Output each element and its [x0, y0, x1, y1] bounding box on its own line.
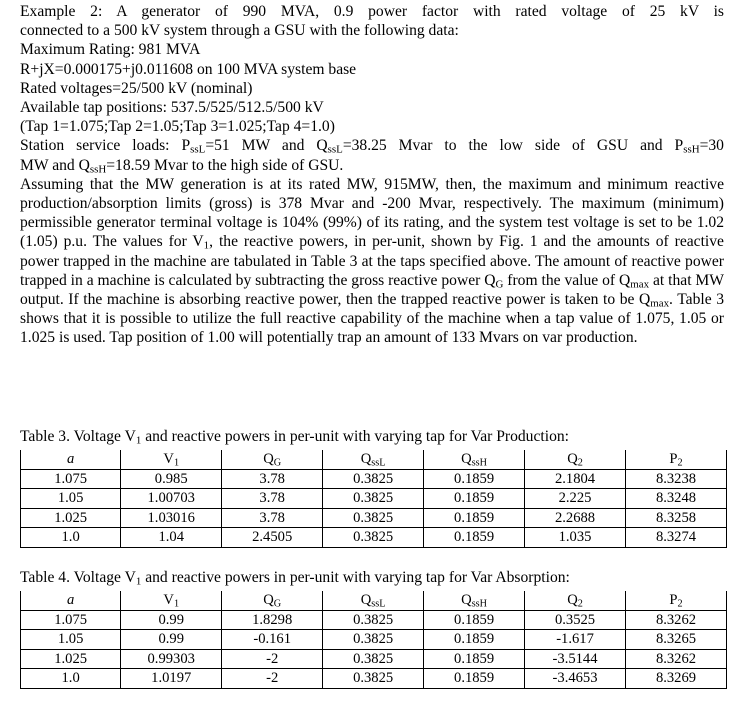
table-cell: 8.3262 [626, 610, 727, 630]
table-row [21, 649, 727, 669]
table-row [21, 610, 727, 630]
table-cell: 3.78 [222, 489, 323, 509]
column-header: a [21, 591, 121, 610]
table-row [21, 630, 727, 650]
table-cell: 1.0197 [121, 669, 222, 689]
table-cell: -2 [222, 649, 323, 669]
table-header-row [21, 591, 727, 610]
table-cell: 0.3825 [323, 669, 424, 689]
table-cell: 2.225 [525, 489, 626, 509]
column-header: $Q_2$ [525, 591, 626, 610]
example-line-1: Example 2: A generator of 990 MVA, 0.9 power factor with rated voltage of 25 kV is [20, 3, 724, 20]
table-cell: 0.99303 [121, 649, 222, 669]
example-line-4: R+jX=0.000175+j0.011608 on 100 MVA system base [20, 60, 357, 78]
table-cell: 0.1859 [424, 469, 525, 489]
table-cell: 2.4505 [222, 528, 323, 548]
column-header: $Q_G$ [222, 450, 323, 469]
column-header: $Q_{ssL}$ [323, 591, 424, 610]
table-cell: 0.1859 [424, 630, 525, 650]
table-cell: 1.075 [21, 610, 121, 630]
table-cell: 8.3274 [626, 528, 727, 548]
table-cell: 0.3825 [323, 469, 424, 489]
table-cell: 0.3825 [323, 649, 424, 669]
table-cell: -1.617 [525, 630, 626, 650]
table-row [21, 508, 727, 528]
example-line-5: Rated voltages=25/500 kV (nominal) [20, 79, 253, 97]
table4-caption: Table 4. Voltage $V_1$ and reactive powers in per-unit with varying tap for Var Absorption: [20, 569, 570, 588]
table-cell: 0.1859 [424, 669, 525, 689]
table-cell: 3.78 [222, 508, 323, 528]
table-cell: 1.025 [21, 649, 121, 669]
table-cell: 0.3825 [323, 489, 424, 509]
table-cell: 2.1804 [525, 469, 626, 489]
table-cell: 1.04 [121, 528, 222, 548]
table-cell: 0.99 [121, 630, 222, 650]
column-header: $Q_{ssH}$ [424, 591, 525, 610]
table3-caption: Table 3. Voltage $V_1$ and reactive powers in per-unit with varying tap for Var Production: [20, 428, 569, 447]
table-row [21, 669, 727, 689]
table-row [21, 469, 727, 489]
column-header: $V_1$ [121, 591, 222, 610]
column-header: a [21, 450, 121, 469]
table-cell: 0.3825 [323, 610, 424, 630]
example-line-2: connected to a 500 kV system through a GSU with the following data: [20, 22, 459, 40]
table-cell: 0.1859 [424, 610, 525, 630]
table-cell: -0.161 [222, 630, 323, 650]
table-cell: -3.5144 [525, 649, 626, 669]
column-header: $Q_{ssL}$ [323, 450, 424, 469]
column-header: $Q_2$ [525, 450, 626, 469]
example-line-3: Maximum Rating: 981 MVA [20, 41, 201, 59]
column-header: $P_2$ [626, 450, 727, 469]
table-cell: 1.00703 [121, 489, 222, 509]
table-cell: 1.05 [21, 489, 121, 509]
table-cell: 8.3238 [626, 469, 727, 489]
table-cell: 1.025 [21, 508, 121, 528]
station-line-1: Station service loads: $P_{ssL}=51$ MW and $Q_{ssL}=38.25$ Mvar to the low side of GSU and $P_{ssH}=30$ [20, 137, 724, 157]
column-header: $Q_{ssH}$ [424, 450, 525, 469]
table3 [20, 450, 727, 548]
table4 [20, 591, 727, 689]
table-cell: 2.2688 [525, 508, 626, 528]
table-cell: 0.985 [121, 469, 222, 489]
example-line-7: (Tap 1=1.075;Tap 2=1.05;Tap 3=1.025;Tap 4=1.0) [20, 118, 335, 136]
body-paragraph: Assuming that the MW generation is at its rated MW, 915MW, then, the maximum and minimum reactive production/absorption limits (gross) is 378 Mvar and -200 Mvar, respectively. The maximum (minimum) permissible generator terminal voltage is 104% (99%) of its rating, and the system test voltage is set to be 1.02 (1.05) p.u. The values for $V_1$, the reactive powers, in per-unit, shown by Fig. 1 and the amounts of reactive power trapped in the machine are tabulated in Table 3 at the taps specified above. The amount of reactive power trapped in a machine is calculated by subtracting the gross reactive power $Q_G$ from the value of $Q_{max}$ at that MW output. If the machine is absorbing reactive power, then the trapped reactive power is taken to be $Q_{max}$. Table 3 shows that it is possible to utilize the full reactive capability of the machine when a tap value of 1.075, 1.05 or 1.025 is used. Tap position of 1.00 will potentially trap an amount of 133 Mvars on var production. [20, 175, 725, 347]
example-block [20, 2, 724, 348]
table-cell: 0.1859 [424, 528, 525, 548]
table-cell: 1.03016 [121, 508, 222, 528]
example-line-6: Available tap positions: 537.5/525/512.5/500 kV [20, 99, 324, 117]
table-cell: 0.3525 [525, 610, 626, 630]
table-cell: -2 [222, 669, 323, 689]
table-cell: 1.8298 [222, 610, 323, 630]
column-header: $P_2$ [626, 591, 727, 610]
table-cell: 0.1859 [424, 489, 525, 509]
table-cell: 0.3825 [323, 508, 424, 528]
table-cell: 0.1859 [424, 508, 525, 528]
table-cell: 8.3248 [626, 489, 727, 509]
table-header-row [21, 450, 727, 469]
table-cell: -3.4653 [525, 669, 626, 689]
table-cell: 8.3269 [626, 669, 727, 689]
table-cell: 3.78 [222, 469, 323, 489]
table-cell: 1.075 [21, 469, 121, 489]
table-cell: 8.3258 [626, 508, 727, 528]
table-cell: 1.0 [21, 528, 121, 548]
table-cell: 1.0 [21, 669, 121, 689]
table-cell: 0.1859 [424, 649, 525, 669]
table-cell: 0.99 [121, 610, 222, 630]
table-cell: 8.3265 [626, 630, 727, 650]
table-cell: 1.035 [525, 528, 626, 548]
station-line-2: MW and $Q_{ssH}=18.59$ Mvar to the high side of GSU. [20, 156, 344, 176]
table-row [21, 528, 727, 548]
table-cell: 0.3825 [323, 630, 424, 650]
column-header: $V_1$ [121, 450, 222, 469]
table-row [21, 489, 727, 509]
column-header: $Q_G$ [222, 591, 323, 610]
table-cell: 8.3262 [626, 649, 727, 669]
table-cell: 1.05 [21, 630, 121, 650]
table-cell: 0.3825 [323, 528, 424, 548]
